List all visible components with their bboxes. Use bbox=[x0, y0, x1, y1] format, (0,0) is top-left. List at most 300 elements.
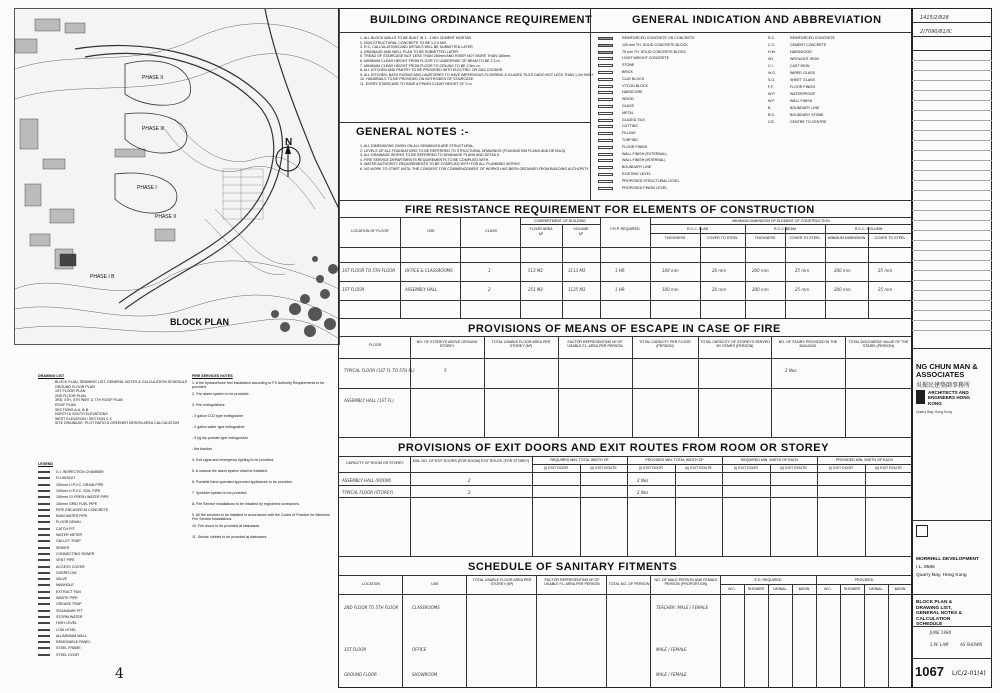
legend-symbol-icon bbox=[38, 547, 50, 549]
material-symbol-icon bbox=[598, 64, 613, 67]
material-symbol-icon bbox=[598, 44, 613, 47]
cell: 513 M2 bbox=[528, 268, 543, 273]
phase-label: PHASE II bbox=[142, 75, 164, 81]
cell: TYPICAL FLOOR (1ST FL TO 5TH FL) bbox=[344, 368, 415, 373]
material-label: 75 mm TH. SOLID CONCRETE BLOCK bbox=[622, 49, 686, 54]
legend-symbol-icon bbox=[38, 654, 50, 656]
material-symbol-icon bbox=[598, 153, 613, 156]
phase-label: PHASE I bbox=[137, 185, 157, 191]
drawing-title: BLOCK PLAN & DRAWING LIST, GENERAL NOTES & CALCULATION SCHEDULE bbox=[916, 600, 963, 628]
revision-row-line bbox=[912, 210, 992, 211]
block-plan-map bbox=[14, 8, 340, 345]
fire-notes-title: FIRE SERVICES NOTES bbox=[192, 374, 233, 378]
legend-symbol-icon bbox=[38, 647, 50, 649]
col-header: TOTAL USABLE FLOOR AREA PER STOREY (M²) bbox=[472, 578, 532, 586]
divider bbox=[744, 584, 745, 688]
material-symbol-icon bbox=[598, 91, 613, 94]
material-symbol-icon bbox=[598, 146, 613, 149]
abbreviation-meaning: HARDWOOD bbox=[790, 50, 812, 54]
divider bbox=[466, 575, 467, 688]
col-header: COVER TO STEEL bbox=[874, 236, 906, 240]
cell: 200 mm bbox=[834, 287, 851, 292]
drawing-list-item: 1ST FLOOR PLAN bbox=[55, 389, 86, 394]
fire-note: 5. A manual fire alarm system shall be installed. bbox=[192, 469, 268, 473]
abbreviation-code: F.F. bbox=[768, 85, 774, 89]
legend-item: VALVE bbox=[56, 577, 68, 582]
col-header: TOTAL CAPACITY PER FLOOR (PERSON) bbox=[639, 340, 691, 348]
cell: 1ST FLOOR TO 5TH FLOOR bbox=[342, 268, 396, 273]
cell: 25 mm bbox=[878, 268, 893, 273]
drawing-list-item: NORTH & SOUTH ELEVATIONS bbox=[55, 412, 108, 417]
cell: MALE / FEMALE bbox=[656, 647, 687, 652]
material-symbol-icon bbox=[598, 98, 613, 101]
divider bbox=[562, 224, 563, 318]
abbreviation-meaning: CAST IRON bbox=[790, 64, 810, 68]
divider bbox=[912, 626, 992, 627]
architect-logo-icon bbox=[916, 390, 925, 404]
revision-row-line bbox=[912, 230, 992, 231]
cell: 200 mm bbox=[752, 287, 769, 292]
drawing-list-item: WEST ELEVATION / SECTION C-C bbox=[55, 416, 113, 421]
divider bbox=[817, 456, 818, 556]
divider bbox=[460, 217, 461, 318]
divider bbox=[632, 336, 633, 437]
legend-symbol-icon bbox=[38, 540, 50, 542]
fire-note: 6. Portable hand operated approved appliances to be provided. bbox=[192, 480, 293, 484]
legend-item: HIGH LEVEL bbox=[56, 621, 78, 626]
drawing-list-item: SITE DRAINAGE, PLOT RATIO & GREENER DESIGN AREA CALCULATION bbox=[55, 421, 180, 426]
abbreviation-code: C/C bbox=[768, 120, 775, 124]
cell: 5 bbox=[444, 368, 447, 373]
ordinance-item: 6. MINIMUM CLEAR HEIGHT FROM FLOOR TO UNDERSIDE OF BEAM TO BE 2.3 m. bbox=[360, 58, 501, 63]
abbreviation-meaning: FLOOR FINISH bbox=[790, 85, 816, 89]
legend-symbol-icon bbox=[38, 566, 50, 568]
legend-item: STEEL FRAME bbox=[56, 646, 81, 651]
material-label: STONE bbox=[622, 63, 635, 68]
cell: ASSEMBLY HALL (ROOM) bbox=[342, 478, 392, 483]
general-note: 4. FIRE SERVICE DEPARTMENTS REQUIREMENTS TO BE COMPLIED WITH. bbox=[360, 157, 490, 162]
sub-header: (i) EXIT DOOR bbox=[734, 466, 758, 470]
legend-item: 150mm U.P.V.C. DRAIN PIPE bbox=[56, 482, 104, 487]
divider bbox=[580, 464, 581, 556]
revision-row-line bbox=[912, 150, 992, 151]
phase-label: PHASE II bbox=[155, 214, 177, 220]
legend-symbol-icon bbox=[38, 509, 50, 511]
revision-grid bbox=[912, 60, 992, 340]
legend-item: GREASE TRAP bbox=[56, 602, 82, 607]
revision-row-line bbox=[912, 60, 992, 61]
material-symbol-icon bbox=[598, 85, 613, 88]
general-notes-title: GENERAL NOTES :- bbox=[356, 126, 469, 138]
drawing-list bbox=[55, 380, 187, 426]
legend-symbol-icon bbox=[38, 591, 50, 593]
legend-symbol-icon bbox=[38, 503, 50, 505]
material-label: VYCON BLOCK bbox=[622, 83, 648, 88]
divider bbox=[338, 122, 590, 123]
divider bbox=[338, 575, 912, 576]
revision-row-line bbox=[912, 280, 992, 281]
legend-symbol-icon bbox=[38, 528, 50, 530]
divider bbox=[912, 50, 992, 51]
legend-item: 150mm GRID FUEL PIPE bbox=[56, 501, 98, 506]
material-symbol-icon bbox=[598, 173, 613, 176]
cell: 1 HR bbox=[615, 268, 625, 273]
divider bbox=[865, 464, 866, 556]
col-header: FACTOR REPRESENTING M² OF USABLE FL. AREA PER PERSON bbox=[567, 340, 623, 348]
material-label: LIGHT WEIGHT CONCRETE bbox=[622, 56, 669, 61]
divider bbox=[912, 22, 992, 23]
architect-name: NG CHUN MAN & ASSOCIATES bbox=[916, 362, 978, 379]
abbreviation-code: B.S. bbox=[768, 113, 775, 117]
legend-item: 100mm U.P.V.C. SOIL PIPE bbox=[56, 488, 101, 493]
divider bbox=[816, 575, 817, 688]
material-label: WALL FINISH (EXTERNAL) bbox=[622, 151, 667, 156]
divider bbox=[338, 200, 912, 201]
legend-symbol-icon bbox=[38, 616, 50, 618]
legend-item: WASTE PIPE bbox=[56, 596, 78, 600]
legend-item: STORM WATER bbox=[56, 614, 83, 619]
fire-note: 4. Exit signs and emergency lighting to be provided. bbox=[192, 458, 275, 462]
cell: 200 mm bbox=[752, 268, 769, 273]
legend-item: SEWER bbox=[56, 545, 70, 550]
revision-row-line bbox=[912, 260, 992, 261]
fit-header: URINAL bbox=[773, 587, 787, 591]
fit-header: W.C. bbox=[728, 587, 736, 591]
cell: SHOWROOM bbox=[412, 672, 438, 677]
project-name: MORRHILL DEVELOPMENT bbox=[916, 557, 980, 562]
drawing-list-title: DRAWING LIST bbox=[38, 374, 65, 378]
col-header: CAPACITY OF ROOM OR STOREY bbox=[346, 461, 404, 465]
col-header: FLOOR AREA bbox=[529, 227, 553, 231]
col-header: NO. OF STOREYS ABOVE GROUND STOREY bbox=[416, 340, 478, 348]
cell: 1ST FLOOR bbox=[342, 287, 365, 292]
col-header: E.D. REQUIRED bbox=[754, 578, 782, 582]
divider bbox=[484, 336, 485, 437]
divider bbox=[912, 594, 992, 595]
ordinance-item: 4. DRAINAGE AND WELL PLAN TO BE SUBMITTED LATER. bbox=[360, 49, 459, 54]
cell: 20 mm bbox=[712, 268, 727, 273]
phase-label: PHASE I B bbox=[90, 274, 115, 280]
legend-item: ALUMINIUM WALL bbox=[56, 633, 87, 638]
divider bbox=[720, 575, 721, 688]
material-label: EXISTING LEVEL bbox=[622, 172, 651, 176]
revision-row-line bbox=[912, 80, 992, 81]
legend-symbol-icon bbox=[38, 515, 50, 517]
legend-symbol-icon bbox=[38, 490, 50, 492]
material-label: FILLING bbox=[622, 131, 636, 136]
material-label: WOOD bbox=[622, 97, 634, 102]
ordinance-item: 7. MINIMUM CLEAR HEIGHT FROM FLOOR TO CEILING TO BE 2.5m. m. bbox=[360, 63, 481, 68]
general-note: 2. LEVELS OF ALL FOUNDATIONS TO BE REFERRED TO STRUCTURAL DRAWINGS (FOUNDATION PLANS AND DETAILS). bbox=[360, 148, 567, 153]
divider bbox=[338, 485, 912, 486]
cell: OFFICE & CLASSROOMS bbox=[405, 268, 453, 273]
legend-item: MANHOLE bbox=[56, 583, 74, 588]
ordinance-item: 9. ALL KITCHEN, BATH ROOMS AND LAVATORIES TO HAVE IMPERVIOUS FLOORING & GLAZED TILES DADO NOT LESS THAN 1.2m HIGH. bbox=[360, 72, 594, 77]
legend-symbol-icon bbox=[38, 635, 50, 637]
fit-header: W.C. bbox=[824, 587, 832, 591]
page-mark: 4 bbox=[115, 666, 124, 682]
legend-symbol-icon bbox=[38, 559, 50, 561]
fire-note: - 2 gallon water type extinguisher bbox=[192, 425, 245, 429]
cell: 2 bbox=[468, 478, 471, 483]
location: Quarry Bay, Hong Kong bbox=[916, 573, 967, 578]
col-header: FACTOR REPRESENTING M² OF USABLE FL. AREA PER PERSON bbox=[544, 578, 600, 586]
legend-item: FLOOR DRAIN bbox=[56, 520, 81, 525]
material-label: BOUNDARY LINE bbox=[622, 165, 652, 170]
legend-item: G.I. INSPECTION CHAMBER bbox=[56, 470, 104, 474]
legend-symbol-icon bbox=[38, 603, 50, 605]
divider bbox=[338, 336, 912, 337]
legend-item: CONNECTING SEWER bbox=[56, 551, 95, 556]
drawing-list-item: GROUND FLOOR PLAN bbox=[55, 384, 95, 389]
material-label: GLAZED TILE bbox=[622, 117, 645, 122]
ordinance-item: 2. NON-STRUCTURAL CONCRETE TO BE 1:2:4 MIX. bbox=[360, 40, 448, 45]
col-header: THICKNESS bbox=[664, 236, 686, 240]
abbreviation-meaning: WATERPROOF bbox=[790, 92, 816, 96]
abbreviation-code: C.C. bbox=[768, 43, 776, 47]
divider bbox=[606, 575, 607, 688]
abbreviation-code: H.W. bbox=[768, 50, 776, 54]
legend-symbol-icon bbox=[38, 471, 50, 473]
divider bbox=[338, 594, 912, 595]
sub-header: (ii) EXIT ROUTE bbox=[780, 466, 807, 470]
ordinance-item: 10. HANDRAILS TO BE PROVIDED ON BOTHSIDES OF STAIRCASE. bbox=[360, 77, 475, 82]
divider bbox=[338, 217, 912, 218]
divider bbox=[520, 224, 600, 225]
material-label: 100 mm TH. SOLID CONCRETE BLOCK bbox=[622, 42, 688, 47]
abbreviation-code: W.F. bbox=[768, 99, 775, 103]
divider bbox=[400, 217, 401, 318]
cell: OFFICE bbox=[412, 647, 427, 652]
divider bbox=[338, 318, 912, 319]
col-header: LOCATION bbox=[361, 582, 381, 586]
divider bbox=[868, 227, 869, 318]
col-header: REQUIRED MIN. TOTAL WIDTH OF bbox=[550, 458, 609, 462]
abbreviation-meaning: CEMENT CONCRETE bbox=[790, 43, 827, 47]
revision-row-line bbox=[912, 140, 992, 141]
legend-item: LOW LEVEL bbox=[56, 627, 77, 632]
ordinance-item: 11. EVERY STAIRCASE TO HAVE A FINISH CLEAR HEIGHT OF 2 m. bbox=[360, 81, 473, 86]
reference-no: 1415/2/828 bbox=[920, 15, 949, 21]
divider bbox=[888, 584, 889, 688]
col-header: R.C.C. COLUMN bbox=[854, 227, 883, 231]
material-label: WALL FINISH (INTERNAL) bbox=[622, 158, 666, 163]
revision-row-line bbox=[912, 240, 992, 241]
legend-symbol-icon bbox=[38, 597, 50, 599]
legend-symbol-icon bbox=[38, 534, 50, 536]
material-label: FLOOR FINISH bbox=[622, 144, 648, 149]
col-header: COVER TO STEEL bbox=[789, 236, 821, 240]
divider bbox=[792, 584, 793, 688]
drawing-ref: L/C/2-01(4) bbox=[952, 670, 986, 677]
abbreviation-meaning: REINFORCED CONCRETE bbox=[790, 36, 835, 40]
col-header: PROVIDED bbox=[854, 578, 874, 582]
cell: MALE / FEMALE bbox=[656, 672, 687, 677]
revision-row-line bbox=[912, 70, 992, 71]
sub-header: (i) EXIT DOOR bbox=[829, 466, 853, 470]
abbreviation-code: W.G. bbox=[768, 71, 776, 75]
cell: 3 bbox=[488, 268, 491, 273]
col-header: MIN. NO. OF EXIT DOORS (FOR ROOM) EXIT ROUTE (FOR STOREY) bbox=[412, 459, 530, 463]
legend-item: SOAKAWAY PIT bbox=[56, 608, 83, 613]
col-header: TOTAL NO. OF PERSON bbox=[608, 582, 650, 586]
col-header: PROVIDED MIN. WIDTH OF EACH bbox=[835, 458, 894, 462]
drawing-number: 1067 bbox=[915, 664, 944, 679]
legend-item: PIPE ENCASED IN CONCRETE bbox=[56, 507, 109, 512]
general-note: 1. ALL DIMENSIONS GIVEN ON ALL DRAWINGS ARE STRUCTURAL. bbox=[360, 144, 475, 148]
cell: 2 Nos bbox=[637, 490, 649, 495]
fit-header: SHOWER bbox=[747, 587, 765, 591]
fire-resistance-title: FIRE RESISTANCE REQUIREMENT FOR ELEMENTS OF CONSTRUCTION bbox=[405, 204, 815, 216]
fire-note: 2. Fire alarm system to be provided. bbox=[192, 392, 250, 396]
legend-item: EXTRACT FAN bbox=[56, 589, 81, 594]
abbreviation-code: S.G. bbox=[768, 78, 776, 82]
divider bbox=[770, 464, 771, 556]
divider bbox=[650, 224, 912, 225]
divider bbox=[845, 336, 846, 437]
lot-no: I.L. 8566 bbox=[916, 565, 935, 570]
abbreviation-code: R.C. bbox=[768, 36, 776, 40]
legend-symbol-icon bbox=[38, 572, 50, 574]
reference-no: 2/7090/81/IC bbox=[920, 29, 953, 35]
site-plan-drawing bbox=[15, 9, 339, 344]
architect-subtitle: ARCHITECTS AND ENGINEERS HONG KONG bbox=[928, 390, 971, 406]
col-header: MINIMUM DIMENSION OF ELEMENT OF CONSTRUCTION bbox=[732, 219, 830, 223]
drawing-date: JUNE 1984 bbox=[930, 630, 952, 635]
divider bbox=[650, 575, 651, 688]
revision-row-line bbox=[912, 100, 992, 101]
material-symbol-icon bbox=[598, 159, 613, 162]
divider bbox=[338, 32, 912, 33]
cell: CLASSROOMS bbox=[412, 605, 440, 610]
material-symbol-icon bbox=[598, 51, 613, 54]
legend-symbol-icon bbox=[38, 622, 50, 624]
legend-symbol-icon bbox=[38, 610, 50, 612]
revision-row-line bbox=[912, 310, 992, 311]
cell: 251 M2 bbox=[528, 287, 543, 292]
col-header: R.C.C. SLAB bbox=[687, 227, 708, 231]
divider bbox=[338, 556, 912, 557]
divider bbox=[912, 348, 992, 349]
fire-note: - 9 kg dry powder type extinguisher bbox=[192, 436, 248, 440]
legend-item: STEEL DOOR bbox=[56, 652, 80, 657]
cell: 1ST FLOOR bbox=[344, 647, 367, 652]
building-ordinance-list bbox=[360, 36, 594, 87]
legend-symbol-icon bbox=[38, 496, 50, 498]
abbreviation-meaning: WIRED GLASS bbox=[790, 71, 815, 75]
divider bbox=[338, 388, 912, 389]
fit-header: BASIN bbox=[894, 587, 906, 591]
legend-item: CATCH PIT bbox=[56, 526, 75, 531]
col-header: REQUIRED MIN. WIDTH OF EACH bbox=[740, 458, 799, 462]
cell: TEACHER: MALE / FEMALE bbox=[656, 605, 709, 610]
fire-note: - fire blanket bbox=[192, 447, 212, 451]
material-label: HARDCORE bbox=[622, 90, 643, 95]
revision-row-line bbox=[912, 110, 992, 111]
material-label: CUTTING bbox=[622, 124, 638, 129]
divider bbox=[650, 233, 912, 234]
cell: 200 mm bbox=[834, 268, 851, 273]
ordinance-item: 3. R.C. CALCULATIONS AND DETAILS WILL BE SUBMITTED LATER. bbox=[360, 45, 474, 50]
divider bbox=[722, 456, 723, 556]
revision-row-line bbox=[912, 160, 992, 161]
material-symbol-icon bbox=[598, 119, 613, 122]
general-indication-title: GENERAL INDICATION AND ABBREVIATION bbox=[632, 14, 882, 26]
col-header: TOTAL DISCHARGE VALUE OF THE STAIRS (PERSON) bbox=[848, 340, 909, 348]
fire-note: - 2 gallon CO2 type extinguisher bbox=[192, 414, 244, 418]
col-header: TOTAL USABLE FLOOR AREA PER STOREY (M²) bbox=[491, 340, 551, 348]
block-plan-label: BLOCK PLAN bbox=[170, 317, 229, 327]
material-symbol-icon bbox=[598, 112, 613, 115]
material-symbol-icon bbox=[598, 180, 613, 183]
sub-header: (ii) EXIT ROUTE bbox=[590, 466, 617, 470]
material-label: GLASS bbox=[622, 104, 634, 108]
legend-symbol-icon bbox=[38, 629, 50, 631]
ordinance-item: 5. TREAD OF STAIRCASE NOT LESS THAN 250mm AND RISER NOT MORE THAN 180mm. bbox=[360, 54, 511, 59]
divider bbox=[410, 336, 411, 437]
fire-note: 11. Smoke lobbies to be provided at staircases. bbox=[192, 535, 268, 539]
phase-label: PHASE III bbox=[142, 126, 165, 132]
divider bbox=[768, 584, 769, 688]
col-header: COVER TO STEEL bbox=[706, 236, 739, 240]
cell: ASSEMBLY HALL (1ST FL) bbox=[344, 398, 394, 403]
revision-row-line bbox=[912, 250, 992, 251]
material-label: PROPOSED STRUCTURAL LEVEL bbox=[622, 178, 680, 183]
material-symbol-icon bbox=[598, 105, 613, 108]
cell: 2 bbox=[488, 287, 491, 292]
fire-note: 8. Fire Service installations to be installed by registered contractors. bbox=[192, 502, 300, 506]
col-header: COMPARTMENT OF BUILDING bbox=[534, 219, 586, 223]
material-label: METAL bbox=[622, 110, 634, 115]
abbreviation-meaning: WALL FINISH bbox=[790, 99, 813, 103]
drawing-list-item: 3RD, 4TH, 5TH PART & 7TH ROOF PLAN bbox=[55, 398, 123, 403]
col-header: MINIMUM DIMENSION bbox=[827, 236, 866, 240]
architect-address: Quarry Bay, Hong Kong bbox=[916, 410, 952, 414]
material-symbol-icon bbox=[598, 125, 613, 128]
legend-item: FLUSHOUT bbox=[56, 476, 76, 481]
material-symbol-icon bbox=[598, 139, 613, 142]
drawing-list-item: BLOCK PLAN, DRAWING LIST, GENERAL NOTES & CALCULATION SCHEDULE bbox=[55, 380, 188, 384]
material-label: TURFING bbox=[622, 138, 638, 142]
cell: GROUND FLOOR bbox=[344, 672, 377, 677]
material-label: PROPOSED FINISH LEVEL bbox=[622, 185, 668, 190]
divider bbox=[675, 464, 676, 556]
cell: 1 HR bbox=[615, 287, 625, 292]
col-header: R.C.C. BEAM bbox=[774, 227, 796, 231]
cell: 100 mm bbox=[662, 287, 679, 292]
divider bbox=[840, 584, 841, 688]
legend-symbol-icon bbox=[38, 641, 50, 643]
abbreviation-meaning: SHEET GLASS bbox=[790, 78, 815, 82]
divider bbox=[410, 456, 411, 556]
col-header: USE bbox=[431, 582, 439, 586]
col-header: VOLUME bbox=[573, 227, 589, 231]
sub-header: (ii) EXIT ROUTE bbox=[685, 466, 712, 470]
divider bbox=[698, 336, 699, 437]
sub-header: (ii) EXIT ROUTE bbox=[875, 466, 902, 470]
material-symbol-icon bbox=[598, 71, 613, 74]
material-symbol-icon bbox=[598, 37, 613, 40]
cell: 2 Nos. bbox=[785, 368, 798, 373]
divider bbox=[558, 336, 559, 437]
material-label: BRICK bbox=[622, 70, 633, 74]
client-logo-icon bbox=[916, 525, 928, 537]
revision-row-line bbox=[912, 320, 992, 321]
legend-symbol-icon bbox=[38, 484, 50, 486]
divider bbox=[532, 456, 533, 556]
cell: 3113 M3 bbox=[568, 268, 586, 273]
legend-symbol-icon bbox=[38, 578, 50, 580]
